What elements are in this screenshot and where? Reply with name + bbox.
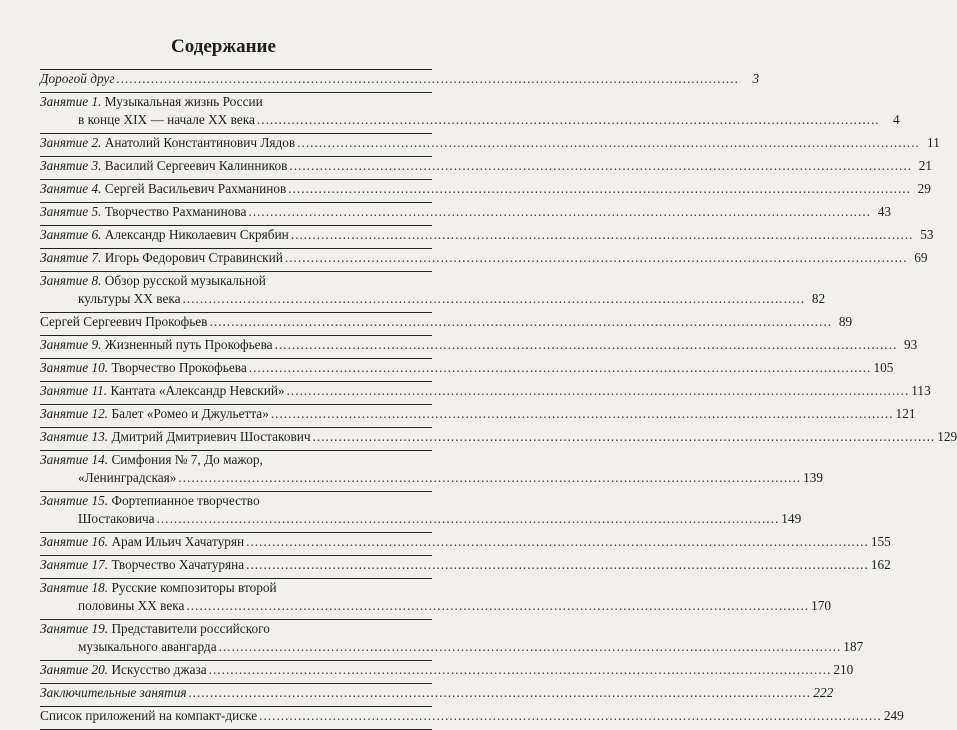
page-number: 210 [833, 662, 854, 677]
toc-entry-title: Творчество Рахманинова [104, 204, 247, 219]
toc-entry [40, 451, 824, 492]
leader-dots [246, 556, 869, 574]
toc-entry-title: Музыкальная жизнь России [104, 94, 263, 109]
toc-entry-text [40, 249, 283, 267]
toc-entry-text [40, 157, 287, 175]
leader-dots [289, 157, 912, 175]
leader-dots [157, 510, 780, 528]
toc-entry-line [40, 249, 928, 267]
leader-dots [219, 638, 842, 656]
toc-entry-title: Кантата «Александр Невский» [110, 383, 285, 398]
page-number: 21 [918, 158, 933, 173]
toc-entry-text [40, 405, 269, 423]
toc-entry-title: Дмитрий Дмитриевич Шостакович [111, 429, 311, 444]
toc-entry-line [40, 405, 916, 423]
toc-entry-text [40, 70, 115, 88]
leader-dots [246, 533, 869, 551]
leader-dots [186, 597, 809, 615]
toc-entry-text [40, 134, 295, 152]
lesson-label: Занятие 4. [40, 181, 102, 196]
lesson-label: Занятие 3. [40, 158, 102, 173]
toc-entry-text [40, 533, 244, 551]
toc-entry-title: Дорогой друг [40, 71, 115, 86]
toc-entry-title: Василий Сергеевич Калинников [104, 158, 288, 173]
toc-entry-line [40, 336, 918, 354]
page-title: Содержание [171, 36, 276, 57]
toc-entry [40, 272, 826, 313]
toc-entry-title: Творчество Прокофьева [111, 360, 247, 375]
page-number: 105 [873, 360, 894, 375]
toc-entry [40, 620, 864, 661]
toc-entry-text [40, 313, 207, 331]
toc-entry-line [40, 684, 834, 702]
toc-entry-text [40, 336, 273, 354]
lesson-label: Занятие 18. [40, 580, 109, 595]
toc-entry-title: Представители российского [111, 621, 270, 636]
toc-entry [40, 405, 916, 428]
toc-entry [40, 180, 931, 203]
leader-dots [178, 469, 801, 487]
page-number: 170 [811, 598, 832, 613]
toc-entry-text [40, 382, 285, 400]
toc-entry [40, 382, 931, 405]
toc-entry-line [40, 638, 864, 656]
toc-entry [40, 69, 760, 93]
toc-entry-line [40, 533, 891, 551]
toc-entry-line [40, 272, 432, 290]
toc-entry-line [40, 428, 957, 446]
toc-entry-title: Сергей Васильевич Рахманинов [104, 181, 287, 196]
lesson-label: Занятие 1. [40, 94, 102, 109]
page-number: 249 [883, 708, 904, 723]
leader-dots [275, 336, 898, 354]
lesson-label: Занятие 7. [40, 250, 102, 265]
lesson-label: Занятие 19. [40, 621, 109, 636]
toc-entry-title-continued: культуры XX века [78, 291, 181, 306]
toc-entry [40, 579, 832, 620]
toc-entry [40, 313, 853, 336]
leader-dots [248, 203, 871, 221]
toc-entry-line [40, 134, 940, 152]
leader-dots [257, 111, 880, 129]
page-number: 113 [911, 383, 931, 398]
toc-entry-line [40, 620, 432, 638]
toc-entry-text [40, 707, 257, 725]
toc-entry-title-continued: музыкального авангарда [78, 639, 217, 654]
toc-entry-title: Симфония № 7, До мажор, [111, 452, 263, 467]
leader-dots [291, 226, 914, 244]
leader-dots [287, 382, 910, 400]
leader-dots [271, 405, 894, 423]
leader-dots [259, 707, 882, 725]
toc-entry-title: Игорь Федорович Стравинский [104, 250, 283, 265]
toc-entry-title: Фортепианное творчество [111, 493, 260, 508]
toc-entry-line [40, 469, 824, 487]
lesson-label: Занятие 6. [40, 227, 102, 242]
page-number: 187 [843, 639, 864, 654]
leader-dots [209, 313, 832, 331]
leader-dots [313, 428, 936, 446]
page-number: 53 [920, 227, 934, 242]
leader-dots [117, 70, 740, 88]
toc-entry-title: Александр Николаевич Скрябин [104, 227, 289, 242]
toc-entry [40, 556, 891, 579]
lesson-label: Занятие 15. [40, 493, 109, 508]
toc-entry-text [40, 226, 289, 244]
page-number: 129 [937, 429, 957, 444]
toc-entry-text [40, 272, 266, 290]
toc-entry-line [40, 707, 904, 725]
table-of-contents [40, 69, 957, 730]
toc-entry-line [40, 111, 900, 129]
toc-entry [40, 157, 933, 180]
page-number: 121 [895, 406, 916, 421]
page-number: 89 [838, 314, 853, 329]
toc-entry-line [40, 226, 934, 244]
toc-entry-text [40, 203, 246, 221]
toc-entry-line [40, 203, 892, 221]
leader-dots [209, 661, 832, 679]
toc-entry-title: Арам Ильич Хачатурян [111, 534, 245, 549]
toc-entry-text [40, 556, 244, 574]
lesson-label: Занятие 16. [40, 534, 109, 549]
toc-entry-text [40, 492, 260, 510]
page-number: 162 [870, 557, 891, 572]
toc-entry-text [40, 661, 207, 679]
toc-entry-title: Русские композиторы второй [111, 580, 277, 595]
toc-entry-title: Балет «Ромео и Джульетта» [111, 406, 269, 421]
toc-entry-line [40, 492, 432, 510]
toc-entry-line [40, 597, 832, 615]
toc-entry-line [40, 93, 432, 111]
toc-entry-line [40, 313, 853, 331]
toc-entry-title: Жизненный путь Прокофьева [104, 337, 273, 352]
page-number: 139 [803, 470, 824, 485]
toc-entry-title: Сергей Сергеевич Прокофьев [40, 314, 208, 329]
page-number: 149 [781, 511, 802, 526]
leader-dots [183, 290, 806, 308]
toc-entry-text [40, 93, 263, 111]
toc-entry-title: Анатолий Константинович Лядов [104, 135, 296, 150]
page-number: 69 [914, 250, 928, 265]
lesson-label: Занятие 10. [40, 360, 109, 375]
toc-entry-title: Заключительные занятия [40, 685, 187, 700]
lesson-label: Занятие 8. [40, 273, 102, 288]
toc-entry [40, 226, 934, 249]
toc-entry-line [40, 70, 760, 88]
lesson-label: Занятие 13. [40, 429, 109, 444]
toc-entry-line [40, 451, 432, 469]
lesson-label: Занятие 9. [40, 337, 102, 352]
toc-entry [40, 93, 900, 134]
toc-entry [40, 661, 854, 684]
leader-dots [285, 249, 908, 267]
toc-entry-title: Обзор русской музыкальной [104, 273, 266, 288]
page-number: 43 [877, 204, 892, 219]
toc-entry-title-continued: «Ленинградская» [78, 470, 177, 485]
toc-entry-text [40, 620, 270, 638]
toc-entry [40, 203, 892, 226]
toc-entry-line [40, 180, 931, 198]
toc-entry [40, 134, 940, 157]
page-number: 155 [870, 534, 891, 549]
lesson-label: Занятие 5. [40, 204, 102, 219]
toc-entry-line [40, 382, 931, 400]
page-number: 3 [752, 71, 760, 86]
toc-entry-text [40, 428, 311, 446]
lesson-label: Занятие 11. [40, 383, 108, 398]
toc-entry [40, 359, 894, 382]
toc-entry-line [40, 510, 802, 528]
page-number: 29 [917, 181, 931, 196]
toc-entry-title: Искусство джаза [111, 662, 207, 677]
toc-entry-line [40, 556, 891, 574]
toc-entry-title: Список приложений на компакт-диске [40, 708, 258, 723]
toc-entry [40, 249, 928, 272]
toc-entry-text [40, 684, 187, 702]
lesson-label: Занятие 2. [40, 135, 102, 150]
page-number: 93 [903, 337, 918, 352]
leader-dots [249, 359, 872, 377]
lesson-label: Занятие 17. [40, 557, 109, 572]
lesson-label: Занятие 20. [40, 662, 109, 677]
toc-entry-title-continued: в конце XIX — начале XX века [78, 112, 255, 127]
toc-entry [40, 428, 957, 451]
toc-entry-title-continued: половины XX века [78, 598, 185, 613]
toc-entry [40, 336, 918, 359]
page-number: 11 [927, 135, 940, 150]
leader-dots [288, 180, 911, 198]
toc-entry [40, 492, 802, 533]
lesson-label: Занятие 14. [40, 452, 109, 467]
toc-entry-line [40, 579, 432, 597]
toc-entry-line [40, 661, 854, 679]
toc-entry-text [40, 451, 263, 469]
toc-entry-text [40, 359, 247, 377]
leader-dots [189, 684, 812, 702]
lesson-label: Занятие 12. [40, 406, 109, 421]
toc-entry-line [40, 290, 826, 308]
toc-entry-text [40, 579, 277, 597]
toc-entry [40, 533, 891, 556]
toc-entry [40, 684, 834, 707]
toc-entry-line [40, 157, 933, 175]
toc-entry-line [40, 359, 894, 377]
toc-entry [40, 707, 904, 730]
toc-entry-title-continued: Шостаковича [78, 511, 155, 526]
leader-dots [297, 134, 920, 152]
page-number: 82 [811, 291, 826, 306]
toc-entry-title: Творчество Хачатуряна [111, 557, 245, 572]
page-number: 4 [892, 112, 900, 127]
page-number: 222 [813, 685, 834, 700]
toc-entry-text [40, 180, 286, 198]
